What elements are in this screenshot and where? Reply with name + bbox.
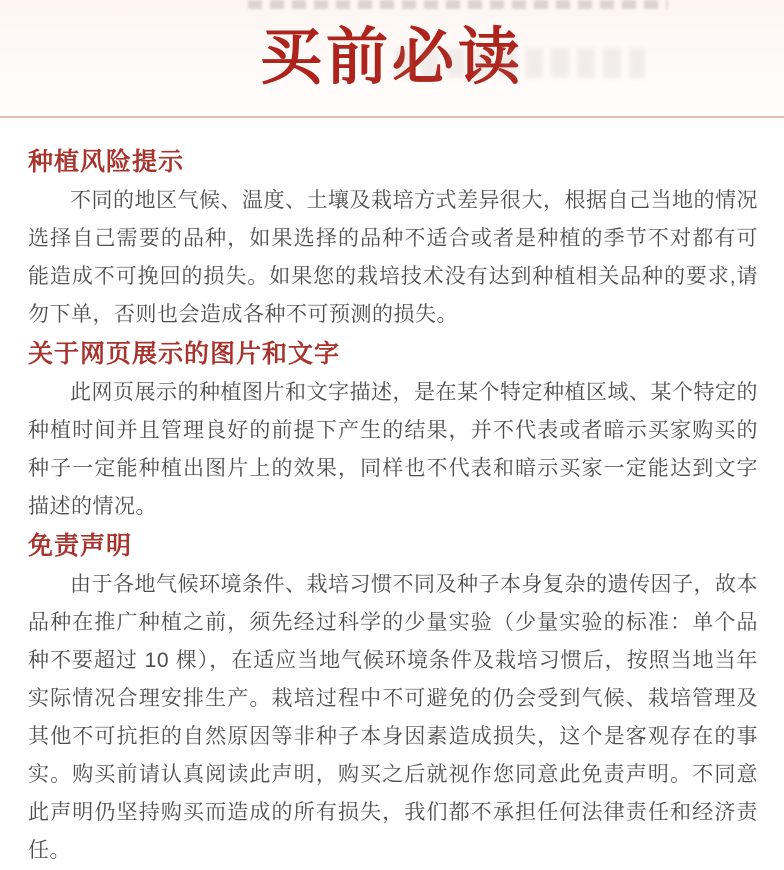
section-disclaimer (28, 528, 758, 870)
notice-content (0, 118, 784, 870)
section-body-webpage-images-text: 此网页展示的种植图片和文字描述，是在某个特定种植区域、某个特定的种植时间并且管理良好的前提下产生的结果，并不代表或者暗示买家购买的种子一定能种植出图片上的效果，同样也不代表和暗示买家一定能达到文字描述的情况。 (28, 381, 758, 518)
section-webpage-images-text (28, 336, 758, 526)
section-heading-webpage-images-text: 关于网页展示的图片和文字 (28, 340, 341, 368)
page-title: 买前必读 (259, 23, 524, 92)
section-heading-planting-risk: 种植风险提示 (28, 148, 185, 176)
section-body-planting-risk: 不同的地区气候、温度、土壤及栽培方式差异很大，根据自己当地的情况选择自己需要的品种，如果选择的品种不适合或者是种植的季节不对都有可能造成不可挽回的损失。如果您的栽培技术没有达到种植相关品种的要求,请勿下单，否则也会造成各种不可预测的损失。 (28, 189, 758, 326)
section-body-disclaimer: 由于各地气候环境条件、栽培习惯不同及种子本身复杂的遗传因子，故本品种在推广种植之前，须先经过科学的少量实验（少量实验的标准：单个品种不要超过 10 棵），在适应当地气候环境条件及栽培习惯后，按照当地当年实际情况合理安排生产。栽培过程中不可避免的仍会受到气候、栽培管理及其他不可抗拒的自然原因等非种子本身因素造成损失，这个是客观存在的事实。购买前请认真阅读此声明，购买之后就视作您同意此免责声明。不同意此声明仍坚持购买而造成的所有损失，我们都不承担任何法律责任和经济责任。 (28, 573, 758, 862)
section-planting-risk (28, 144, 758, 334)
section-heading-disclaimer: 免责声明 (28, 532, 133, 560)
